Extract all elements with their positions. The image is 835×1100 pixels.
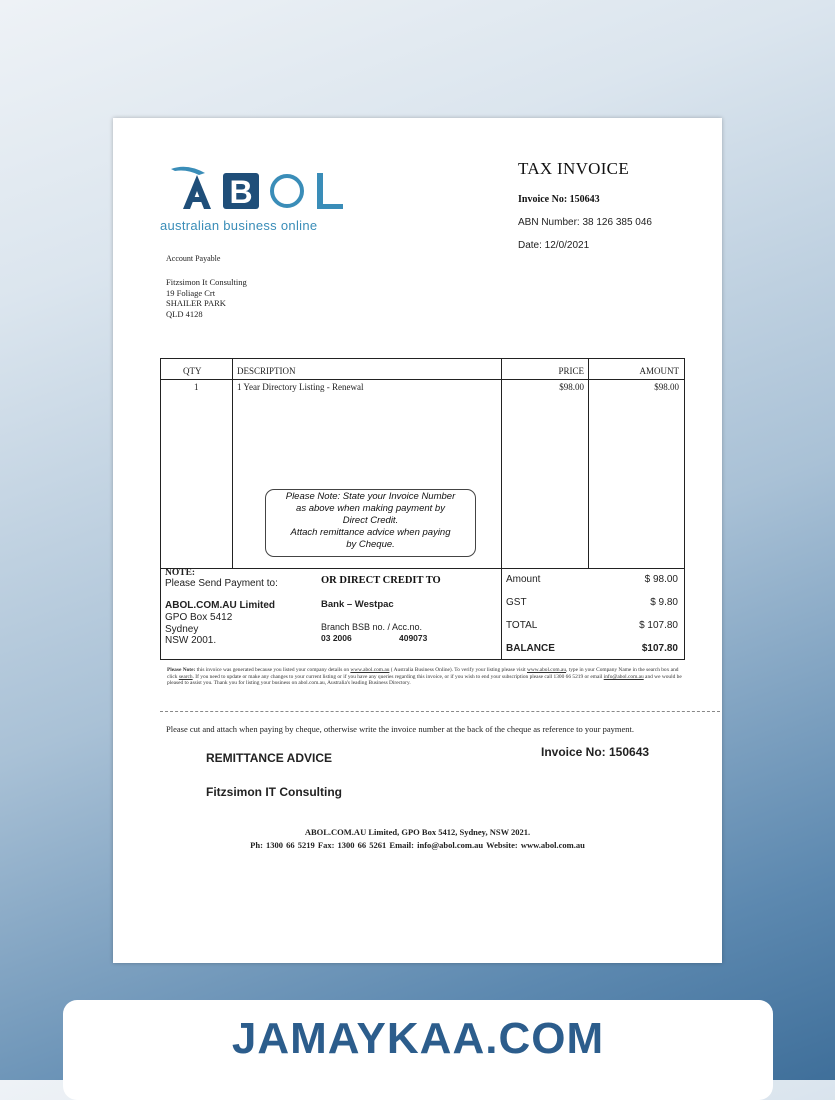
small-print-notice <box>167 667 687 687</box>
watermark-banner <box>63 1000 773 1100</box>
small-print-text: . If you need to update or make any changes to your current listing or if you have any queries regarding this invoice, or if you wish to end your subscription please call 1300 66 5219 or email <box>192 673 604 680</box>
address-line: QLD 4128 <box>166 308 203 319</box>
col-header-qty: QTY <box>183 366 202 376</box>
payee-address <box>165 612 232 647</box>
remittance-company: Fitzsimon IT Consulting <box>206 785 342 799</box>
abol-link[interactable]: www.abol.com.au <box>527 667 567 673</box>
direct-credit-title: OR DIRECT CREDIT TO <box>321 575 441 586</box>
send-payment-label: Please Send Payment to: <box>165 578 278 589</box>
address-line: SHAILER PARK <box>166 298 226 308</box>
address-line: 19 Foliage Crt <box>166 287 216 298</box>
remittance-title: REMITTANCE ADVICE <box>206 751 332 765</box>
abn-number: ABN Number: 38 126 385 046 <box>518 217 652 228</box>
small-print-text: and we would be pleased to assist you. Thank you for listing your business on abol.com.au, Australia's leading Business Directory. <box>167 673 682 687</box>
invoice-number: Invoice No: 150643 <box>518 194 600 205</box>
note-label: NOTE: <box>165 568 196 578</box>
bsb-label: Branch BSB no. / Acc.no. <box>321 622 423 632</box>
row-price: $98.00 <box>559 382 584 392</box>
cut-line <box>160 711 720 712</box>
logo-tagline: australian business online <box>160 218 318 233</box>
total-label-gst: GST <box>506 597 527 608</box>
bsb-number: 03 2006 <box>321 633 352 643</box>
payee-address-line: Sydney <box>165 623 199 635</box>
total-value-balance: $107.80 <box>641 643 678 654</box>
logo-letter-b: B <box>229 174 253 210</box>
invoice-page <box>113 118 722 963</box>
banner-text: JAMAYKAA.COM <box>231 1014 605 1063</box>
small-print-text: this invoice was generated because you listed your company details on <box>196 667 351 673</box>
total-value-gst: $ 9.80 <box>650 597 678 608</box>
col-header-amount: AMOUNT <box>639 366 679 376</box>
total-label-balance: BALANCE <box>506 643 555 654</box>
small-print-text: , type in your Company Name in the search box and click <box>167 667 679 680</box>
small-print-text: ( Australia Business Online). To verify your listing please visit <box>389 667 527 673</box>
billing-address <box>166 277 247 319</box>
abol-link[interactable]: www.abol.com.au <box>350 667 390 673</box>
payee-address-line: GPO Box 5412 <box>165 612 233 623</box>
remittance-invoice-number: Invoice No: 150643 <box>541 745 650 759</box>
note-line: Please Note: State your Invoice Number <box>285 491 456 502</box>
total-value-total: $ 107.80 <box>639 620 678 631</box>
abol-logo <box>165 163 355 213</box>
email-link[interactable]: info@abol.com.au <box>603 673 644 680</box>
small-print-lead: Please Note: <box>167 667 197 673</box>
note-line: Attach remittance advice when paying <box>290 527 451 538</box>
address-line: Fitzsimon It Consulting <box>166 277 247 287</box>
row-description: 1 Year Directory Listing - Renewal <box>237 382 364 392</box>
account-payable-heading: Account Payable <box>166 254 221 263</box>
footer-address: ABOL.COM.AU Limited, GPO Box 5412, Sydney, NSW 2021. <box>304 827 531 837</box>
note-line: Direct Credit. <box>342 515 399 526</box>
payment-note-box <box>265 489 476 557</box>
cut-instructions: Please cut and attach when paying by cheque, otherwise write the invoice number at the back of the cheque as reference to your payment. <box>166 724 635 734</box>
row-amount: $98.00 <box>654 382 679 392</box>
total-value-amount: $ 98.00 <box>644 574 678 585</box>
note-line: as above when making payment by <box>296 503 445 514</box>
col-header-description: DESCRIPTION <box>237 366 296 376</box>
payee-company: ABOL.COM.AU Limited <box>165 600 275 611</box>
invoice-date: Date: 12/0/2021 <box>518 240 590 251</box>
bank-name: Bank – Westpac <box>321 599 394 610</box>
invoice-table <box>160 358 685 660</box>
kangaroo-icon <box>171 167 205 175</box>
row-qty: 1 <box>194 382 199 392</box>
footer-contact: Ph: 1300 66 5219 Fax: 1300 66 5261 Email: info@abol.com.au Website: www.abol.com.au <box>250 840 585 850</box>
total-label-total: TOTAL <box>506 620 538 631</box>
total-label-amount: Amount <box>506 574 541 585</box>
col-header-price: PRICE <box>558 366 584 376</box>
note-line: by Cheque. <box>346 539 395 550</box>
search-link[interactable]: search <box>178 673 193 680</box>
payee-address-line: NSW 2001. <box>165 635 217 646</box>
invoice-title: TAX INVOICE <box>518 159 630 178</box>
account-number: 409073 <box>399 633 428 643</box>
